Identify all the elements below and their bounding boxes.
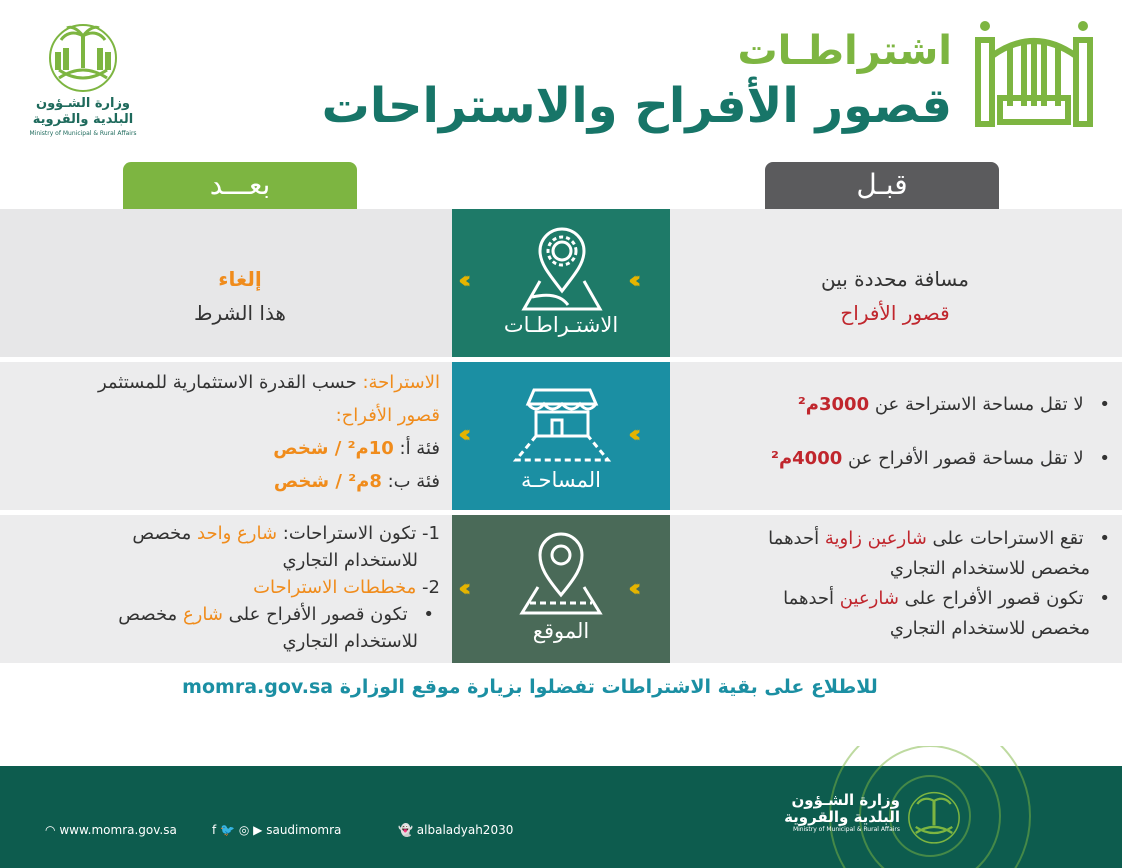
footer-logo-text xyxy=(760,792,900,833)
location-before-item: • تكون قصور الأفراح على شارعين أحدهما xyxy=(690,584,1110,614)
ministry-name-line1: وزارة الشـؤون xyxy=(35,96,131,111)
area-label: المساحـة xyxy=(521,468,601,492)
location-before-line2: مخصص للاستخدام التجاري xyxy=(889,618,1090,639)
area-before-value: 4000م² xyxy=(771,448,843,469)
website-note[interactable]: للاطلاع على بقية الاشتراطات تفضلوا بزيارة موقع الوزارة momra.gov.sa xyxy=(182,676,878,698)
location-gear-icon xyxy=(518,221,606,315)
chevron-left-icon: ‹‹‹ xyxy=(458,266,464,294)
location-after-item-1: 1- تكون الاستراحات: شارع واحد مخصص xyxy=(132,523,440,544)
location-after-item-3: • تكون قصور الأفراح على شارع مخصص xyxy=(30,601,440,628)
area-after-rest: الاستراحة: حسب القدرة الاستثمارية للمستثمر xyxy=(97,372,440,393)
chevron-left-icon: ‹‹‹ xyxy=(458,420,464,448)
conditions-label-box xyxy=(452,209,670,357)
footer-social[interactable]: f 🐦 ◎ ▶ saudimomra xyxy=(212,823,342,837)
conditions-before-text xyxy=(700,262,1090,330)
page-title: قصور الأفراح والاستراحات xyxy=(321,78,952,134)
location-before-line2: مخصص للاستخدام التجاري xyxy=(889,558,1090,579)
area-before-item: • لا تقل مساحة الاستراحة عن 3000م² xyxy=(690,390,1110,420)
location-after-line2: للاستخدام التجاري xyxy=(282,631,418,652)
footer-snapchat[interactable]: 👻 albaladyah2030 xyxy=(398,823,514,837)
area-after-halls-label: قصور الأفراح: xyxy=(335,405,440,426)
location-before-list xyxy=(690,524,1110,644)
wifi-icon: ◠ xyxy=(45,823,56,837)
area-label-box xyxy=(452,362,670,510)
area-before-list xyxy=(690,390,1110,474)
conditions-before-line1: مسافة محددة بين xyxy=(821,267,969,291)
area-before-item: • لا تقل مساحة قصور الأفراح عن 4000م² xyxy=(690,444,1110,474)
area-after-cat-b: فئة ب: 8م² / شخص xyxy=(273,471,440,492)
conditions-after-line1: إلغاء xyxy=(218,267,262,291)
snapchat-icon: 👻 xyxy=(398,823,413,837)
footer-ministry-en: Ministry of Municipal & Rural Affairs xyxy=(792,826,900,833)
footer-website[interactable]: ◠ www.momra.gov.sa xyxy=(45,823,177,837)
youtube-icon[interactable]: ▶ xyxy=(253,823,263,837)
footer-ministry-line1: وزارة الشـؤون xyxy=(791,791,900,809)
page-subtitle: اشتراطـات xyxy=(737,28,952,74)
location-after-item-2: 2- مخططات الاستراحات xyxy=(253,577,440,598)
location-label: الموقع xyxy=(532,619,590,643)
location-label-box xyxy=(452,515,670,663)
conditions-label: الاشتـراطـات xyxy=(503,313,619,337)
palm-swords-emblem-icon xyxy=(41,22,125,92)
area-after-cat-a: فئة أ: 10م² / شخص xyxy=(273,438,440,459)
footer-ministry-line2: البلدية والقروية xyxy=(784,808,900,826)
chevron-left-icon: ‹‹‹ xyxy=(628,266,634,294)
conditions-before-line2: قصور الأفراح xyxy=(840,301,950,325)
chevron-left-icon: ‹‹‹ xyxy=(628,574,634,602)
instagram-icon[interactable]: ◎ xyxy=(238,823,250,837)
tab-after: بعـــد xyxy=(123,162,357,210)
facebook-icon[interactable]: f xyxy=(212,823,217,837)
location-before-item: • تقع الاستراحات على شارعين زاوية أحدهما xyxy=(690,524,1110,554)
area-before-value: 3000م² xyxy=(797,394,870,415)
ministry-name-line2: البلدية والقروية xyxy=(32,112,134,127)
location-after-list xyxy=(30,520,440,655)
chevron-left-icon: ‹‹‹ xyxy=(628,420,634,448)
map-pin-icon xyxy=(516,527,606,619)
chevron-left-icon: ‹‹‹ xyxy=(458,574,464,602)
conditions-after-line2: هذا الشرط xyxy=(194,301,286,325)
conditions-after-text xyxy=(80,262,400,330)
ministry-logo xyxy=(28,22,138,140)
location-after-line2: للاستخدام التجاري xyxy=(282,550,418,571)
tab-before: قبـل xyxy=(765,162,999,210)
area-after-list xyxy=(8,366,440,498)
ministry-name-en: Ministry of Municipal & Rural Affairs xyxy=(29,130,137,137)
footer-emblem-icon xyxy=(902,790,966,844)
twitter-icon[interactable]: 🐦 xyxy=(220,823,236,837)
gate-icon xyxy=(972,16,1096,130)
shop-area-icon xyxy=(512,382,612,464)
